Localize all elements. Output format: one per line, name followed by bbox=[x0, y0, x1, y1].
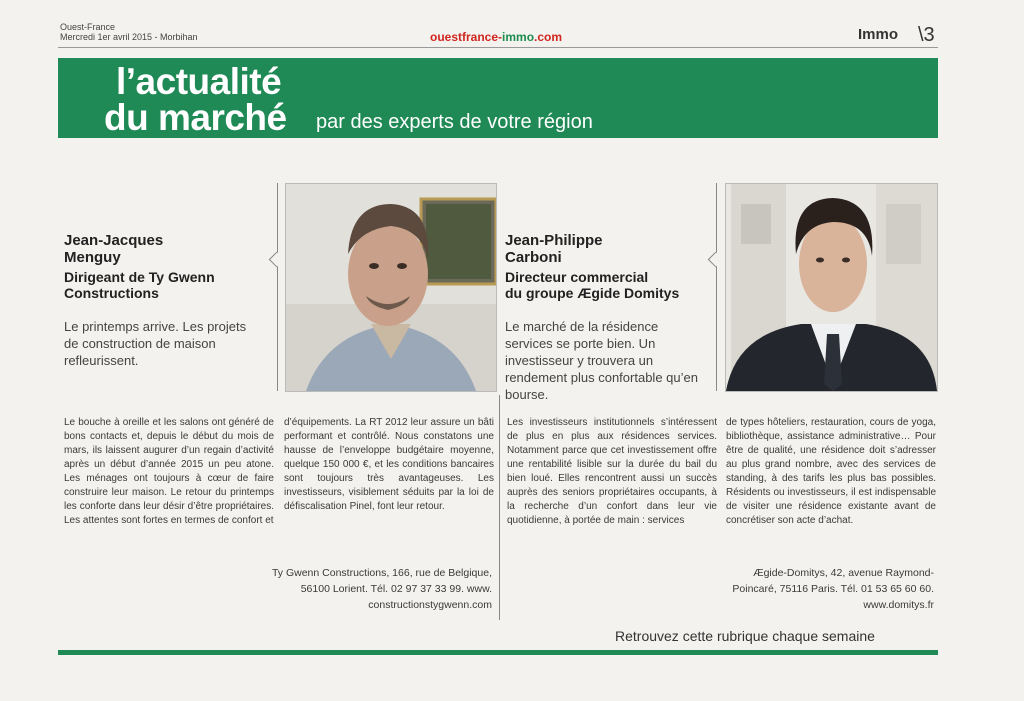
site-part3: .com bbox=[534, 30, 563, 44]
banner-title-line1: l’actualité bbox=[116, 61, 282, 102]
expert2-portrait-image bbox=[726, 184, 937, 391]
expert2-photo bbox=[725, 183, 938, 392]
divider-expert2 bbox=[716, 183, 717, 391]
expert1-role-line1: Dirigeant de Ty Gwenn bbox=[64, 269, 215, 285]
banner-title-line2: du marché bbox=[104, 97, 287, 138]
column-separator bbox=[499, 395, 500, 620]
expert2-address-line1: Ægide-Domitys, 42, avenue Raymond- bbox=[753, 567, 934, 579]
page-number: \3 bbox=[918, 24, 935, 46]
expert1-photo bbox=[285, 183, 497, 392]
title-banner bbox=[58, 58, 938, 138]
expert1-portrait-image bbox=[286, 184, 496, 391]
site-part2: immo bbox=[502, 30, 535, 44]
banner-subtitle: par des experts de votre région bbox=[316, 111, 593, 133]
footer-note: Retrouvez cette rubrique chaque semaine bbox=[615, 628, 875, 644]
bottom-rule bbox=[58, 650, 938, 655]
publication-header bbox=[60, 22, 198, 42]
header-rule bbox=[58, 47, 938, 48]
expert1-intro: Le printemps arrive. Les projets de construction de maison refleurissent. bbox=[64, 319, 247, 368]
expert1-last-name: Menguy bbox=[64, 249, 121, 266]
expert2-address-line2: Poincaré, 75116 Paris. Tél. 01 53 65 60 60. bbox=[732, 583, 934, 595]
expert1-heading bbox=[64, 232, 269, 301]
divider-notch-1 bbox=[269, 252, 285, 268]
site-link[interactable] bbox=[430, 30, 562, 44]
expert1-address-line3[interactable]: constructionstygwenn.com bbox=[368, 599, 492, 611]
expert2-first-name: Jean-Philippe bbox=[505, 232, 603, 249]
divider-notch-2 bbox=[708, 252, 724, 268]
expert2-heading bbox=[505, 232, 710, 301]
expert1-address bbox=[230, 565, 492, 613]
expert2-role-line1: Directeur commercial bbox=[505, 269, 649, 285]
expert1-address-line2: 56100 Lorient. Tél. 02 97 37 33 99. www. bbox=[300, 583, 492, 595]
dateline: Mercredi 1er avril 2015 - Morbihan bbox=[60, 32, 198, 42]
expert1-body-col2: d’équipements. La RT 2012 leur assure un bâti performant et contrôlé. Nous constatons une hausse de l’enveloppe budgétaire moyenne, quelque 150 000 €, et les conditions bancaires sont toujours très avantageuses. Les investisseurs, visiblement séduits par la loi de défiscalisation Pinel, font leur retour. bbox=[284, 417, 494, 512]
expert2-body-col1: Les investisseurs institutionnels s’intéressent de plus en plus aux résidences services. Notamment parce que cet investissement offre une rentabilité lisible sur la durée du bail du bien loué. Elles rencontrent aussi un succès auprès des seniors propriétaires occupants, à la recherche d’un confort dans leur vie quotidienne, à portée de main : services bbox=[507, 417, 717, 526]
expert1-body-col1: Le bouche à oreille et les salons ont généré de bons contacts et, depuis le début du mois de mars, ils laissent augurer d’un regain d’activité après un début d’année 2015 un peu atone. Les ménages ont toujours à cœur de faire construire leur maison. Le retour du printemps les conforte dans leur désir d’être propriétaires. Les attentes sont fortes en termes de confort et bbox=[64, 417, 274, 526]
expert2-address-line3[interactable]: www.domitys.fr bbox=[863, 599, 934, 611]
divider-expert1 bbox=[277, 183, 278, 391]
site-part1: ouestfrance- bbox=[430, 30, 503, 44]
expert2-address bbox=[672, 565, 934, 613]
expert1-role-line2: Constructions bbox=[64, 285, 159, 301]
expert1-address-line1: Ty Gwenn Constructions, 166, rue de Belgique, bbox=[271, 567, 492, 579]
expert2-body-col2: de types hôteliers, restauration, cours de yoga, bibliothèque, assistance administrative… Pour être de qualité, une résidence doit s’adresser au plus grand nombre, avec des services de standing, à des tarifs les plus bas possibles. Résidents ou investisseurs, il est indispensable de visiter une résidence existante avant de concrétiser son acte d’achat. bbox=[726, 417, 936, 526]
expert2-intro: Le marché de la résidence services se porte bien. Un investisseur y trouvera un rendement plus confortable qu’en bourse. bbox=[505, 319, 698, 402]
publication-name: Ouest-France bbox=[60, 22, 116, 32]
expert2-role-line2: du groupe Ægide Domitys bbox=[505, 285, 680, 301]
section-label: Immo bbox=[858, 26, 899, 43]
expert1-first-name: Jean-Jacques bbox=[64, 232, 164, 249]
expert2-last-name: Carboni bbox=[505, 249, 562, 266]
